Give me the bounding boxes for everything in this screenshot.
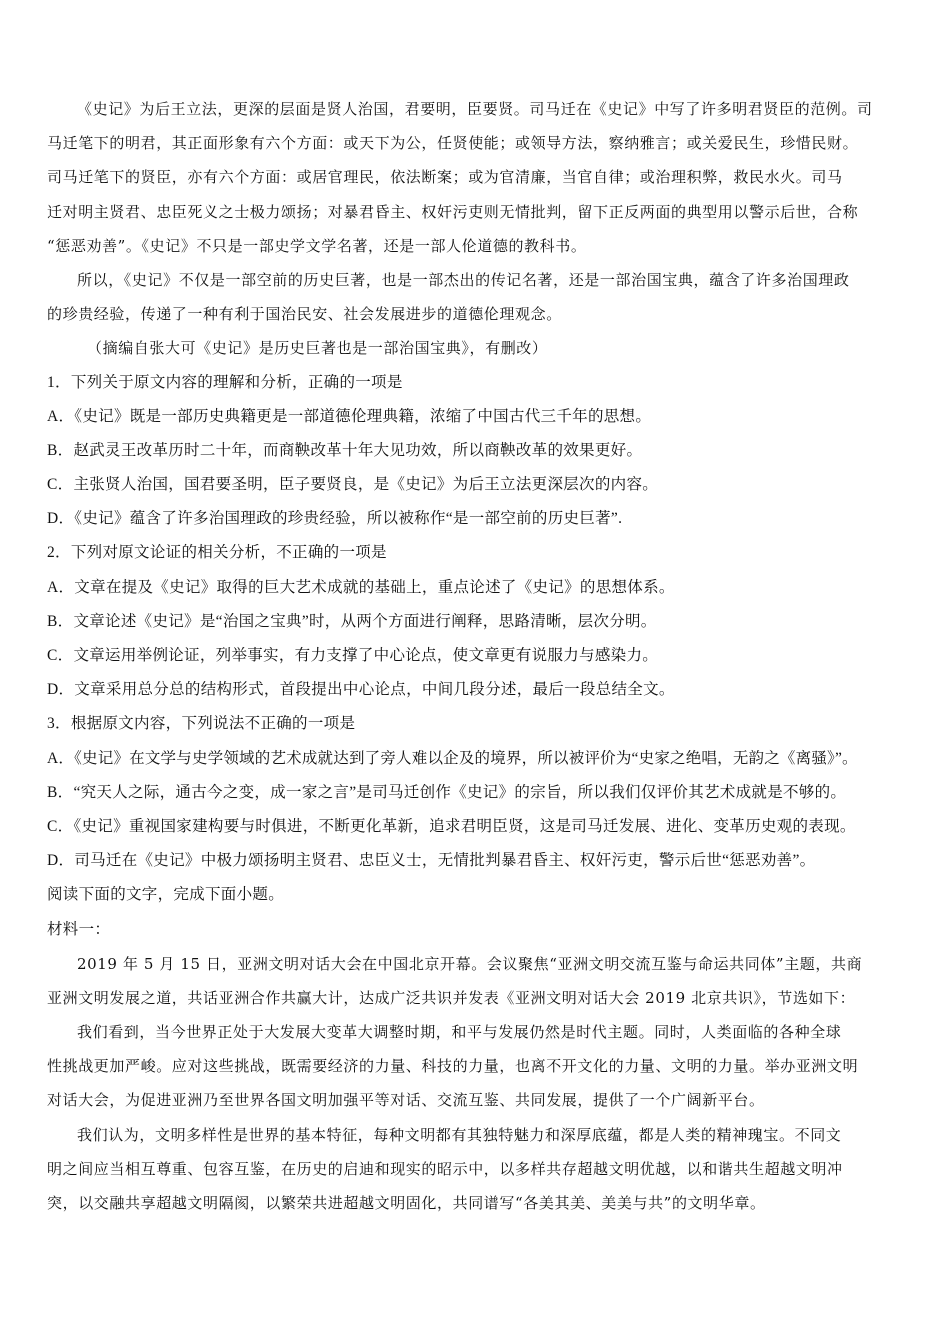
text-line: 2019 年 5 月 15 日，亚洲文明对话大会在中国北京开幕。会议聚焦“亚洲文明交流互鉴与命运共同体”主题，共商 — [77, 954, 863, 973]
option-a: A．《史记》在文学与史学领域的艺术成就达到了旁人难以企及的境界，所以被评价为“史家之绝唱，无韵之《离骚》”。 — [47, 749, 858, 767]
text-line: 突，以交融共享超越文明隔阂，以繁荣共进超越文明固化，共同谱写“各美其美、美美与共”的文明华章。 — [47, 1194, 766, 1212]
text-line: 性挑战更加严峻。应对这些挑战，既需要经济的力量、科技的力量，也离不开文化的力量、文明的力量。举办亚洲文明 — [47, 1057, 859, 1076]
option-b: B．赵武灵王改革历时二十年，而商鞅改革十年大见功效，所以商鞅改革的效果更好。 — [47, 441, 643, 459]
question-stem: 3．根据原文内容，下列说法不正确的一项是 — [47, 715, 356, 733]
passage1-paragraph2 — [47, 263, 917, 331]
text-line: 明之间应当相互尊重、包容互鉴，在历史的启迪和现实的昭示中，以多样共存超越文明优越，以和谐共生超越文明冲 — [47, 1159, 843, 1178]
text-line: 我们看到，当今世界正处于大发展大变革大调整时期，和平与发展仍然是时代主题。同时，人类面临的各种全球 — [77, 1023, 842, 1042]
material1-paragraph1 — [47, 1015, 917, 1118]
option-b: B．文章论述《史记》是“治国之宝典”时，从两个方面进行阐释，思路清晰，层次分明。 — [47, 612, 657, 630]
option-d: D．司马迁在《史记》中极力颂扬明主贤君、忠臣义士，无情批判暴君昏主、权奸污吏，警示后世“惩恶劝善”。 — [47, 852, 816, 870]
option-a: A．文章在提及《史记》取得的巨大艺术成就的基础上，重点论述了《史记》的思想体系。 — [47, 578, 675, 596]
material1-paragraph2 — [47, 1118, 917, 1221]
text-line: 迁对明主贤君、忠臣死义之士极力颂扬；对暴君昏主、权奸污吏则无情批判，留下正反两面的典型用以警示后世，合称 — [47, 202, 859, 221]
text-line: 的珍贵经验，传递了一种有利于国治民安、社会发展进步的道德伦理观念。 — [47, 305, 562, 324]
document-page — [47, 92, 917, 1220]
question-2 — [47, 536, 917, 707]
text-line: 《史记》为后王立法，更深的层面是贤人治国，君要明，臣要贤。司马迁在《史记》中写了许多明君贤臣的范例。司 — [77, 100, 873, 118]
option-d: D．《史记》蕴含了许多治国理政的珍贵经验，所以被称作“是一部空前的历史巨著”. — [47, 510, 623, 528]
option-c: C．《史记》重视国家建构要与时俱进，不断更化革新，追求君明臣贤，这是司马迁发展、进化、变革历史观的表现。 — [47, 817, 856, 835]
question-stem: 2．下列对原文论证的相关分析，不正确的一项是 — [47, 544, 387, 562]
text-line: 我们认为，文明多样性是世界的基本特征，每种文明都有其独特魅力和深厚底蕴，都是人类的精神瑰宝。不同文 — [77, 1125, 842, 1144]
question-3 — [47, 707, 917, 878]
material1-intro — [47, 947, 917, 1015]
source-citation: （摘编自张大可《史记》是历史巨著也是一部治国宝典》，有删改） — [87, 339, 548, 358]
question-1 — [47, 366, 917, 537]
question-stem: 1．下列关于原文内容的理解和分析，正确的一项是 — [47, 373, 403, 391]
material-label: 材料一： — [47, 920, 111, 938]
text-line: 马迁笔下的明君，其正面形象有六个方面：或天下为公，任贤使能；或领导方法，察纳雅言；或关爱民生，珍惜民财。 — [47, 134, 859, 153]
option-d: D．文章采用总分总的结构形式，首段提出中心论点，中间几段分述，最后一段总结全文。 — [47, 681, 675, 699]
text-line: 司马迁笔下的贤臣，亦有六个方面：或居官理民，依法断案；或为官清廉，当官自律；或治理积弊，救民水火。司马 — [47, 168, 843, 187]
text-line: 亚洲文明发展之道，共话亚洲合作共赢大计，达成广泛共识并发表《亚洲文明对话大会 2019 北京共识》，节选如下： — [47, 988, 856, 1007]
option-b: B．“究天人之际，通古今之变，成一家之言”是司马迁创作《史记》的宗旨，所以我们仅评价其艺术成就是不够的。 — [47, 783, 847, 801]
text-line: 所以，《史记》不仅是一部空前的历史巨著，也是一部杰出的传记名著，还是一部治国宝典，蕴含了许多治国理政 — [77, 270, 850, 289]
text-line: “惩恶劝善”。《史记》不只是一部史学文学名著，还是一部人伦道德的教科书。 — [47, 236, 587, 255]
option-c: C．主张贤人治国，国君要圣明，臣子要贤良，是《史记》为后王立法更深层次的内容。 — [47, 476, 659, 494]
passage1-paragraph1 — [47, 92, 917, 263]
option-c: C．文章运用举例论证，列举事实，有力支撑了中心论点，使文章更有说服力与感染力。 — [47, 647, 659, 664]
option-a: A．《史记》既是一部历史典籍更是一部道德伦理典籍，浓缩了中国古代三千年的思想。 — [47, 407, 652, 425]
text-line: 对话大会，为促进亚洲乃至世界各国文明加强平等对话、交流互鉴、共同发展，提供了一个广阔新平台。 — [47, 1091, 765, 1110]
reading-instruction: 阅读下面的文字，完成下面小题。 — [47, 886, 285, 904]
